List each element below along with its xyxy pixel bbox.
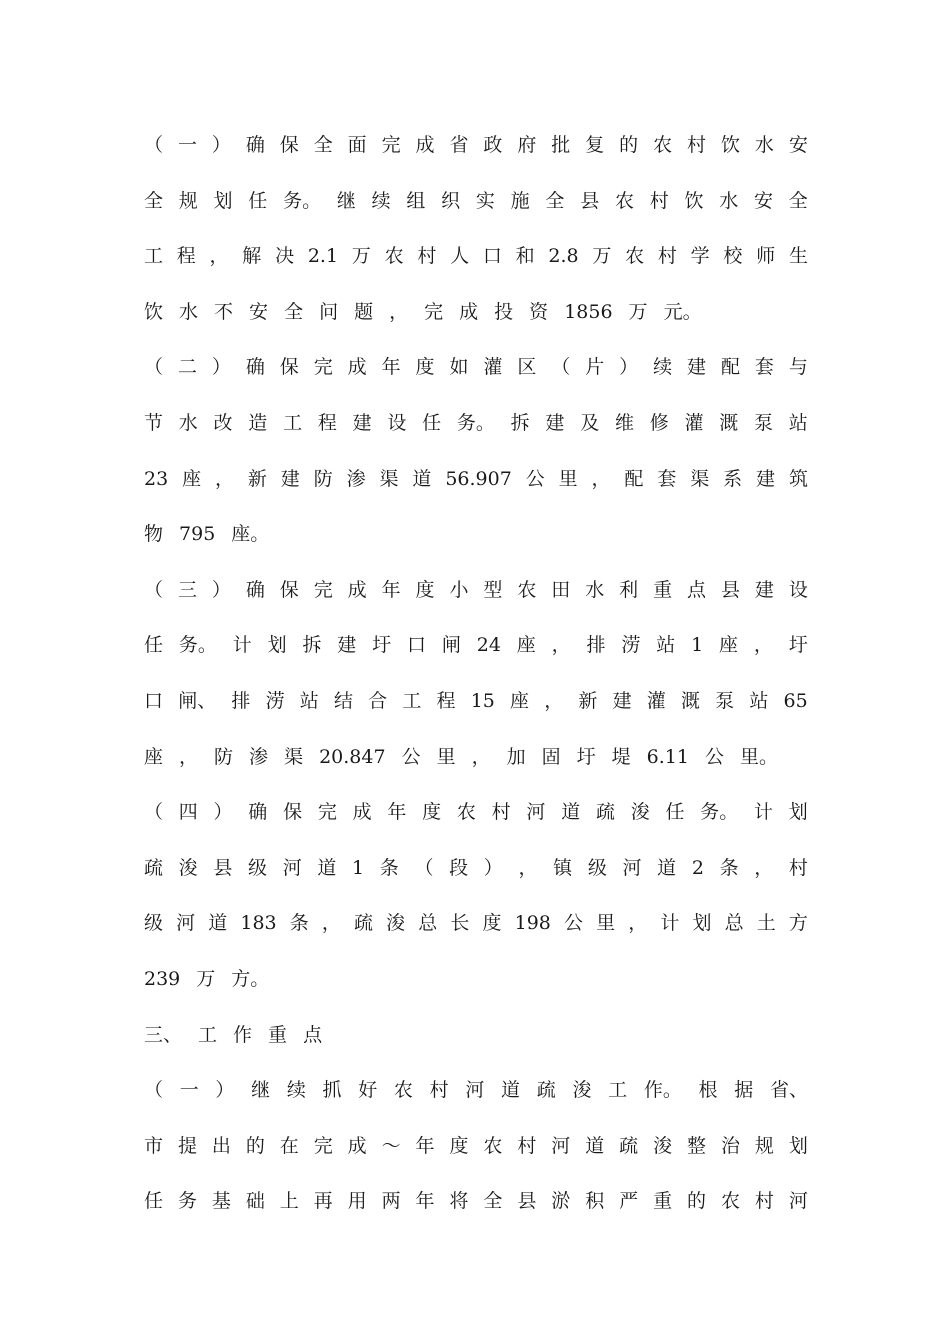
text-line: 级 河 道 183 条 ， 疏 浚 总 长 度 198 公 里 ， 计 划 总 土 方 bbox=[144, 912, 808, 935]
text-line: 任 务。 计 划 拆 建 圩 口 闸 24 座 ， 排 涝 站 1 座 ， 圩 bbox=[144, 634, 808, 657]
text-line: （ 三 ） 确 保 完 成 年 度 小 型 农 田 水 利 重 点 县 建 设 bbox=[144, 578, 808, 601]
text-line: 座 ， 防 渗 渠 20.847 公 里 ， 加 固 圩 堤 6.11 公 里。 bbox=[144, 745, 779, 768]
text-line: 全 规 划 任 务。 继 续 组 织 实 施 全 县 农 村 饮 水 安 全 bbox=[144, 189, 808, 212]
text-line: 节 水 改 造 工 程 建 设 任 务。 拆 建 及 维 修 灌 溉 泵 站 bbox=[144, 411, 808, 434]
text-line: 工 程 ， 解 决 2.1 万 农 村 人 口 和 2.8 万 农 村 学 校 师 生 bbox=[144, 245, 808, 268]
text-line: （ 四 ） 确 保 完 成 年 度 农 村 河 道 疏 浚 任 务。 计 划 bbox=[144, 801, 808, 824]
text-line: 三、 工 作 重 点 bbox=[144, 1023, 323, 1046]
text-line: 任 务 基 础 上 再 用 两 年 将 全 县 淤 积 严 重 的 农 村 河 bbox=[144, 1190, 808, 1213]
text-line: 市 提 出 的 在 完 成 ～ 年 度 农 村 河 道 疏 浚 整 治 规 划 bbox=[144, 1134, 808, 1157]
text-line: 23 座 ， 新 建 防 渗 渠 道 56.907 公 里 ， 配 套 渠 系 建 筑 bbox=[144, 467, 808, 490]
document-body bbox=[144, 118, 808, 1230]
text-line: 239 万 方。 bbox=[144, 967, 270, 990]
text-line: 物 795 座。 bbox=[144, 523, 270, 546]
text-line: 疏 浚 县 级 河 道 1 条 （ 段 ） ， 镇 级 河 道 2 条 ， 村 bbox=[144, 856, 808, 879]
text-line: 饮 水 不 安 全 问 题 ， 完 成 投 资 1856 万 元。 bbox=[144, 300, 702, 323]
text-line: 口 闸、 排 涝 站 结 合 工 程 15 座 ， 新 建 灌 溉 泵 站 65 bbox=[144, 689, 808, 712]
text-line: （ 二 ） 确 保 完 成 年 度 如 灌 区 （ 片 ） 续 建 配 套 与 bbox=[144, 356, 808, 379]
text-line: （ 一 ） 继 续 抓 好 农 村 河 道 疏 浚 工 作。 根 据 省、 bbox=[144, 1079, 808, 1102]
text-line: （ 一 ） 确 保 全 面 完 成 省 政 府 批 复 的 农 村 饮 水 安 bbox=[144, 134, 808, 156]
